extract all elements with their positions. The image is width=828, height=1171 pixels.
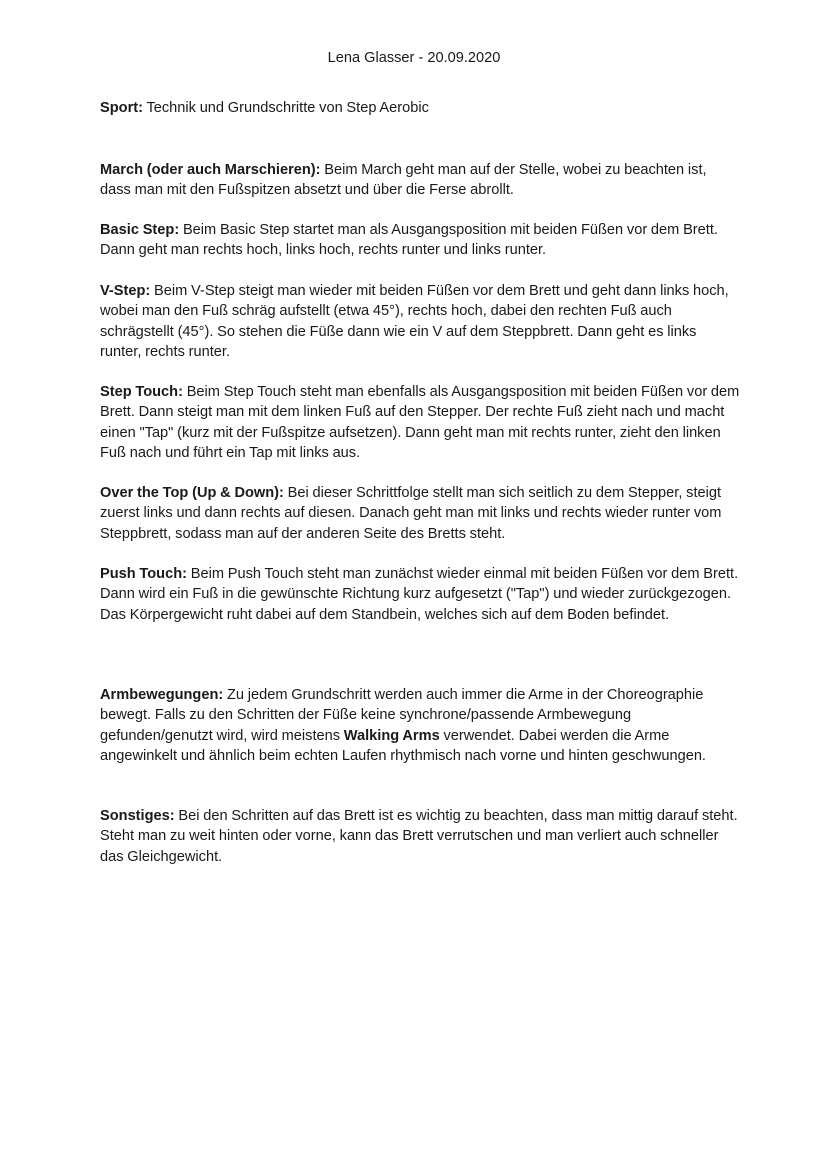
section-label: Armbewegungen:	[100, 687, 224, 703]
section-v-step	[100, 281, 740, 363]
section-label: March (oder auch Marschieren):	[100, 162, 321, 178]
section-label: Basic Step:	[100, 222, 180, 238]
section-text: Beim March geht man auf der Stelle, wobei zu beachten ist, dass man mit den Fußspitzen absetzt und über die Ferse abrollt.	[100, 162, 707, 199]
section-label: Over the Top (Up & Down):	[100, 485, 284, 501]
subject-line	[100, 98, 740, 118]
section-sonstiges	[100, 806, 740, 867]
section-push-touch	[100, 564, 740, 625]
section-text: Beim Basic Step startet man als Ausgangsposition mit beiden Füßen vor dem Brett. Dann geht man rechts hoch, links hoch, rechts runter und links runter.	[100, 222, 718, 259]
section-text: Beim Push Touch steht man zunächst wieder einmal mit beiden Füßen vor dem Brett. Dann wird ein Fuß in die gewünschte Richtung kurz aufgesetzt ("Tap") und wieder zurückgezogen. Das Körpergewicht ruht dabei auf dem Standbein, welches sich auf dem Boden befindet.	[100, 566, 739, 623]
section-text: Beim Step Touch steht man ebenfalls als Ausgangsposition mit beiden Füßen vor dem Brett. Dann steigt man mit dem linken Fuß auf den Stepper. Der rechte Fuß zieht nach und macht einen "Tap" (kurz mit der Fußspitze aufsetzen). Dann geht man mit rechts runter, zieht den linken Fuß nach und führt ein Tap mit links aus.	[100, 384, 740, 462]
section-step-touch	[100, 382, 740, 464]
section-label: Step Touch:	[100, 384, 183, 400]
section-armbewegungen	[100, 685, 730, 767]
section-text: verwendet. Dabei werden die Arme angewinkelt und ähnlich beim echten Laufen rhythmisch nach vorne und hinten geschwungen.	[100, 727, 706, 765]
section-text: Bei dieser Schrittfolge stellt man sich seitlich zu dem Stepper, steigt zuerst links und dann rechts auf diesen. Danach geht man mit links und rechts wieder runter vom Steppbrett, sodass man auf der anderen Seite des Bretts steht.	[100, 485, 722, 542]
subject-label: Sport:	[100, 100, 143, 116]
subject-text: Technik und Grundschritte von Step Aerobic	[142, 100, 429, 116]
section-label: V-Step:	[100, 283, 151, 299]
section-basic-step	[100, 220, 740, 261]
section-text: Bei den Schritten auf das Brett ist es wichtig zu beachten, dass man mittig darauf steht. Steht man zu weit hinten oder vorne, kann das Brett verrutschen und man verliert auch schneller das Gleichgewicht.	[100, 808, 738, 865]
author-date-header: Lena Glasser - 20.09.2020	[327, 50, 501, 66]
section-text: Zu jedem Grundschritt werden auch immer die Arme in der Choreographie bewegt. Falls zu den Schritten der Füße keine synchrone/passende Armbewegung gefunden/genutzt wird, wird meistens	[100, 687, 704, 744]
walking-arms-term: Walking Arms	[343, 727, 440, 744]
section-over-the-top	[100, 483, 740, 544]
section-label: Push Touch:	[100, 566, 187, 582]
section-label: Sonstiges:	[100, 808, 175, 824]
section-text: Beim V-Step steigt man wieder mit beiden Füßen vor dem Brett und geht dann links hoch, wobei man den Fuß schräg aufstellt (etwa 45°), rechts hoch, dabei den rechten Fuß auch schrägstellt (45°). So stehen die Füße dann wie ein V auf dem Steppbrett. Dann geht es links runter, rechts runter.	[100, 283, 729, 361]
section-march	[100, 160, 740, 201]
